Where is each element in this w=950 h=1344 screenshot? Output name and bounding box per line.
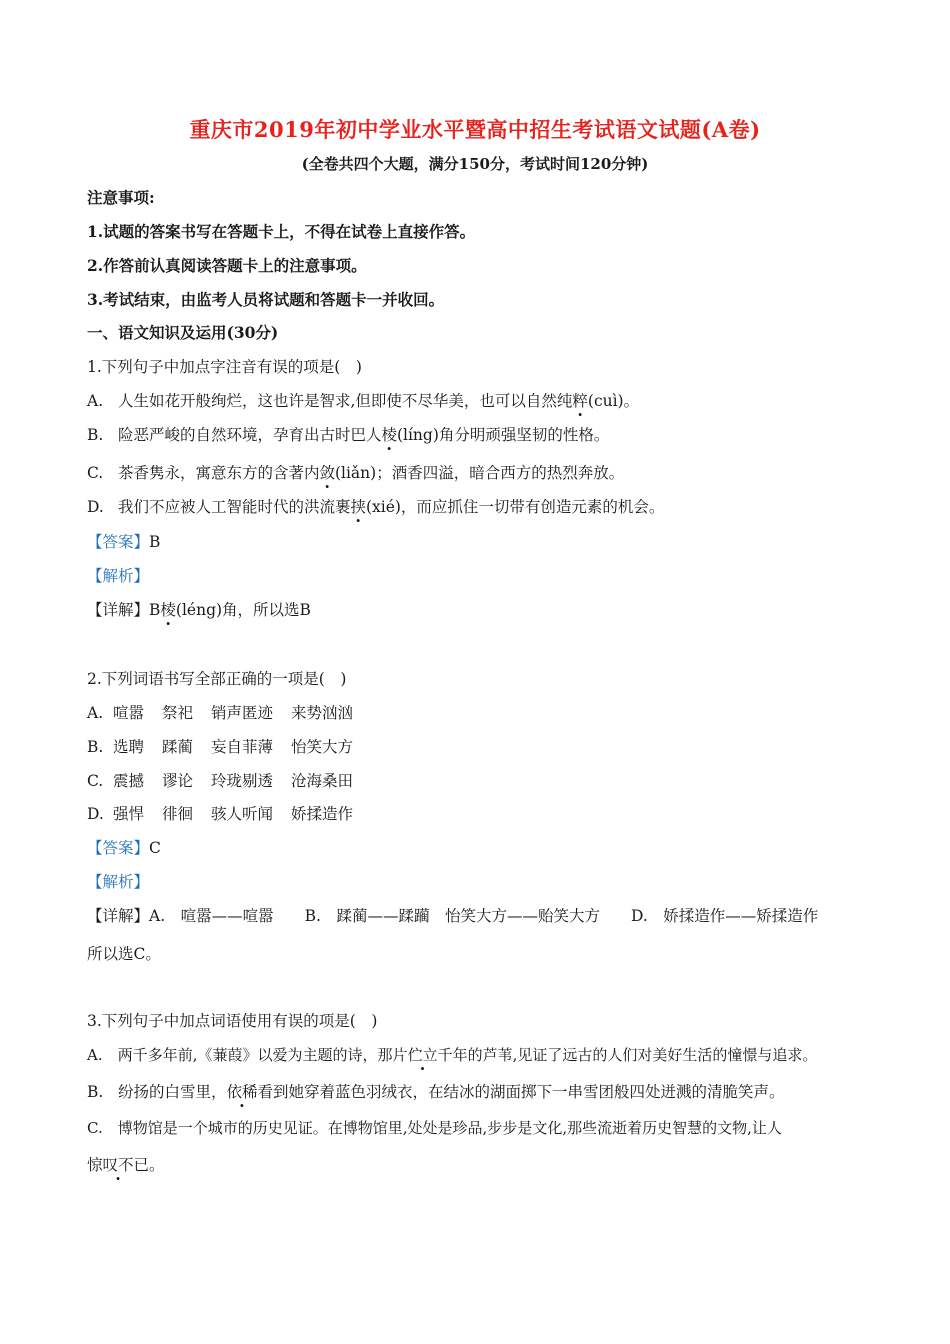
answer-tag: 【答案】 [87, 839, 150, 857]
dotted-word: 伫立 [407, 1046, 438, 1064]
page-subtitle: (全卷共四个大题，满分150分，考试时间120分钟) [301, 155, 649, 173]
word: 沧海桑田 [291, 772, 354, 790]
notice-item: 3.考试结束，由监考人员将试题和答题卡一并收回。 [87, 290, 445, 309]
detail-tag: 【详解】 [87, 907, 150, 925]
answer-value: B [149, 533, 161, 551]
question-stem: 2.下列词语书写全部正确的一项是( ) [87, 670, 347, 688]
option-c [87, 770, 371, 792]
option-b [87, 424, 609, 446]
word: 怡笑大方 [291, 738, 354, 756]
analysis-line [87, 871, 149, 893]
dotted-char: 挟 [350, 498, 366, 516]
option-a [87, 1044, 817, 1066]
option-label: C. [87, 772, 104, 790]
option-label: B. [87, 1083, 104, 1101]
answer-value: C [149, 839, 161, 857]
answer-tag: 【答案】 [87, 533, 150, 551]
dotted-char: 棱 [160, 601, 176, 619]
option-label: A. [87, 392, 104, 410]
option-label: A. [87, 1046, 103, 1064]
option-text: 茶香隽永，寓意东方的含著内 [117, 464, 320, 482]
detail-line [87, 905, 818, 927]
option-text: (líng)角分明顽强坚韧的性格。 [396, 426, 610, 444]
option-text: 纷扬的白雪里， [117, 1083, 227, 1101]
option-text: (cuì)。 [587, 392, 640, 410]
option-text: 看到她穿着蓝色羽绒衣，在结冰的湖面掷下一串雪团般四处迸溅的清脆笑声。 [257, 1083, 785, 1101]
option-text: 博物馆是一个城市的历史见证。在博物馆里,处处是珍品,步步是文化,那些流逝着历史智慧的文物,让人 [117, 1119, 782, 1137]
detail-text: A. 喧嚣——喧嚣 B. 蹂蔺——蹂躏 怡笑大方——贻笑大方 D. 娇揉造作——矫揉造作 [149, 907, 819, 925]
dotted-char: 棱 [381, 426, 397, 444]
detail-text: B [149, 601, 161, 619]
detail-line [87, 599, 311, 621]
option-label: C. [87, 464, 104, 482]
analysis-tag: 【解析】 [87, 873, 150, 891]
word: 谬论 [162, 772, 194, 790]
option-label: D. [87, 498, 104, 516]
option-text: (xié)，而应抓住一切带有创造元素的机会。 [365, 498, 665, 516]
option-text: 险恶严峻的自然环境，孕育出古时巴人 [117, 426, 382, 444]
detail-tag: 【详解】 [87, 601, 150, 619]
answer-line [87, 837, 161, 859]
option-d [87, 803, 371, 825]
section-heading: 一、语文知识及运用(30分) [87, 323, 279, 342]
notice-heading: 注意事项: [87, 188, 155, 207]
word: 骇人听闻 [211, 805, 274, 823]
word: 妄自菲薄 [211, 738, 274, 756]
option-label: B. [87, 738, 104, 756]
word: 强悍 [113, 805, 145, 823]
analysis-tag: 【解析】 [87, 567, 150, 585]
option-text: 两千多年前,《蒹葭》以爱为主题的诗，那片 [117, 1046, 408, 1064]
dotted-char: 敛 [319, 464, 335, 482]
word: 娇揉造作 [291, 805, 354, 823]
notice-item: 1.试题的答案书写在答题卡上，不得在试卷上直接作答。 [87, 222, 476, 241]
page-title: 重庆市2019年初中学业水平暨高中招生考试语文试题(A卷) [189, 117, 761, 142]
detail-line-2: 所以选C。 [87, 945, 161, 963]
word: 喧嚣 [113, 704, 145, 722]
analysis-line [87, 565, 149, 587]
dotted-word: 依稀 [226, 1083, 258, 1101]
word: 蹂蔺 [162, 738, 194, 756]
detail-text: (léng)角，所以选B [175, 601, 311, 619]
option-text: 千年的芦苇,见证了远古的人们对美好生活的憧憬与追求。 [437, 1046, 818, 1064]
answer-line [87, 531, 160, 553]
option-label: C. [87, 1119, 103, 1137]
word: 徘徊 [162, 805, 194, 823]
option-b [87, 1081, 784, 1103]
option-text: (liǎn)；酒香四溢，暗合西方的热烈奔放。 [334, 464, 625, 482]
option-a [87, 702, 371, 724]
word: 来势汹汹 [291, 704, 354, 722]
dotted-char: 粹 [572, 392, 588, 410]
option-label: B. [87, 426, 104, 444]
notice-item: 2.作答前认真阅读答题卡上的注意事项。 [87, 256, 367, 275]
option-label: A. [87, 704, 104, 722]
word: 祭祀 [162, 704, 194, 722]
option-a [87, 390, 639, 412]
word: 震撼 [113, 772, 145, 790]
option-b [87, 736, 371, 758]
option-c-continued [87, 1154, 165, 1176]
option-d [87, 496, 664, 518]
option-c [87, 1117, 782, 1139]
question-stem: 3.下列句子中加点词语使用有误的项是( ) [87, 1012, 378, 1030]
word: 玲珑剔透 [211, 772, 274, 790]
option-text: 。 [149, 1156, 165, 1174]
question-stem: 1.下列句子中加点字注音有误的项是( ) [87, 358, 362, 376]
dotted-word: 惊叹不已 [87, 1156, 150, 1174]
option-label: D. [87, 805, 104, 823]
word: 选聘 [113, 738, 145, 756]
word: 销声匿迹 [211, 704, 274, 722]
option-text: 人生如花开般绚烂，这也许是智求,但即使不尽华美，也可以自然纯 [117, 392, 573, 410]
option-c [87, 462, 624, 484]
option-text: 我们不应被人工智能时代的洪流裹 [117, 498, 351, 516]
